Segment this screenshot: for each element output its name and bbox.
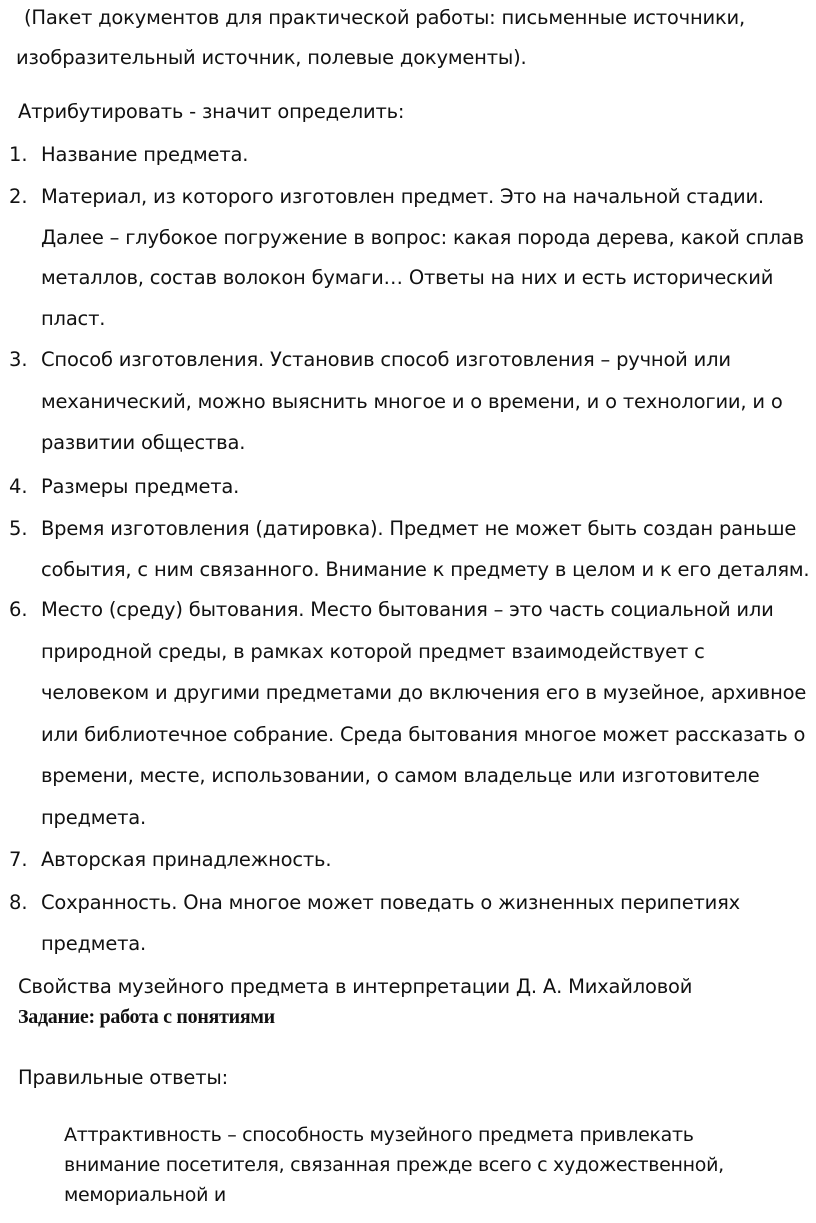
list-item-line: человеком и другими предметами до включения его в музейное, архивное [41,681,807,704]
attribution-heading: Атрибутировать - значит определить: [18,100,405,123]
list-item-line: Способ изготовления. Установив способ изготовления – ручной или [41,348,731,371]
list-item-line: события, с ним связанного. Внимание к предмету в целом и к его деталям. [41,558,810,581]
list-item-number: 6. [9,598,28,621]
list-item-number: 3. [9,348,28,371]
answer-line: внимание посетителя, связанная прежде всего с художественной, [64,1154,724,1176]
list-item-line: Сохранность. Она многое может поведать о жизненных перипетиях [41,891,740,914]
list-item-line: предмета. [41,932,147,955]
list-item-number: 1. [9,143,28,166]
list-item-number: 7. [9,848,28,871]
answer-line: мемориальной и [64,1184,226,1206]
list-item-line: развитии общества. [41,431,246,454]
list-item-line: Время изготовления (датировка). Предмет не может быть создан раньше [41,517,797,540]
list-item-line: времени, месте, использовании, о самом владельце или изготовителе [41,764,760,787]
list-item-line: Далее – глубокое погружение в вопрос: какая порода дерева, какой сплав [41,226,804,249]
list-item-line: Авторская принадлежность. [41,848,332,871]
list-item-line: природной среды, в рамках которой предмет взаимодействует с [41,640,705,663]
list-item-line: Название предмета. [41,143,249,166]
list-item-line: пласт. [41,307,106,330]
task-heading: Задание: работа с понятиями [18,1006,275,1028]
properties-heading: Свойства музейного предмета в интерпретации Д. А. Михайловой [18,975,693,998]
intro-line-1: (Пакет документов для практической работы: письменные источники, [24,6,746,29]
answer-line: Аттрактивность – способность музейного предмета привлекать [64,1124,694,1146]
list-item-line: предмета. [41,806,147,829]
list-item-number: 5. [9,517,28,540]
list-item-number: 8. [9,891,28,914]
answers-heading: Правильные ответы: [18,1066,228,1089]
list-item-line: Размеры предмета. [41,475,240,498]
list-item-line: Место (среду) бытования. Место бытования – это часть социальной или [41,598,774,621]
list-item-number: 4. [9,475,28,498]
intro-line-2: изобразительный источник, полевые документы). [16,46,527,69]
list-item-line: или библиотечное собрание. Среда бытования многое может рассказать о [41,723,806,746]
list-item-line: Материал, из которого изготовлен предмет. Это на начальной стадии. [41,185,764,208]
list-item-number: 2. [9,185,28,208]
list-item-line: механический, можно выяснить многое и о времени, и о технологии, и о [41,390,783,413]
list-item-line: металлов, состав волокон бумаги… Ответы на них и есть исторический [41,266,774,289]
